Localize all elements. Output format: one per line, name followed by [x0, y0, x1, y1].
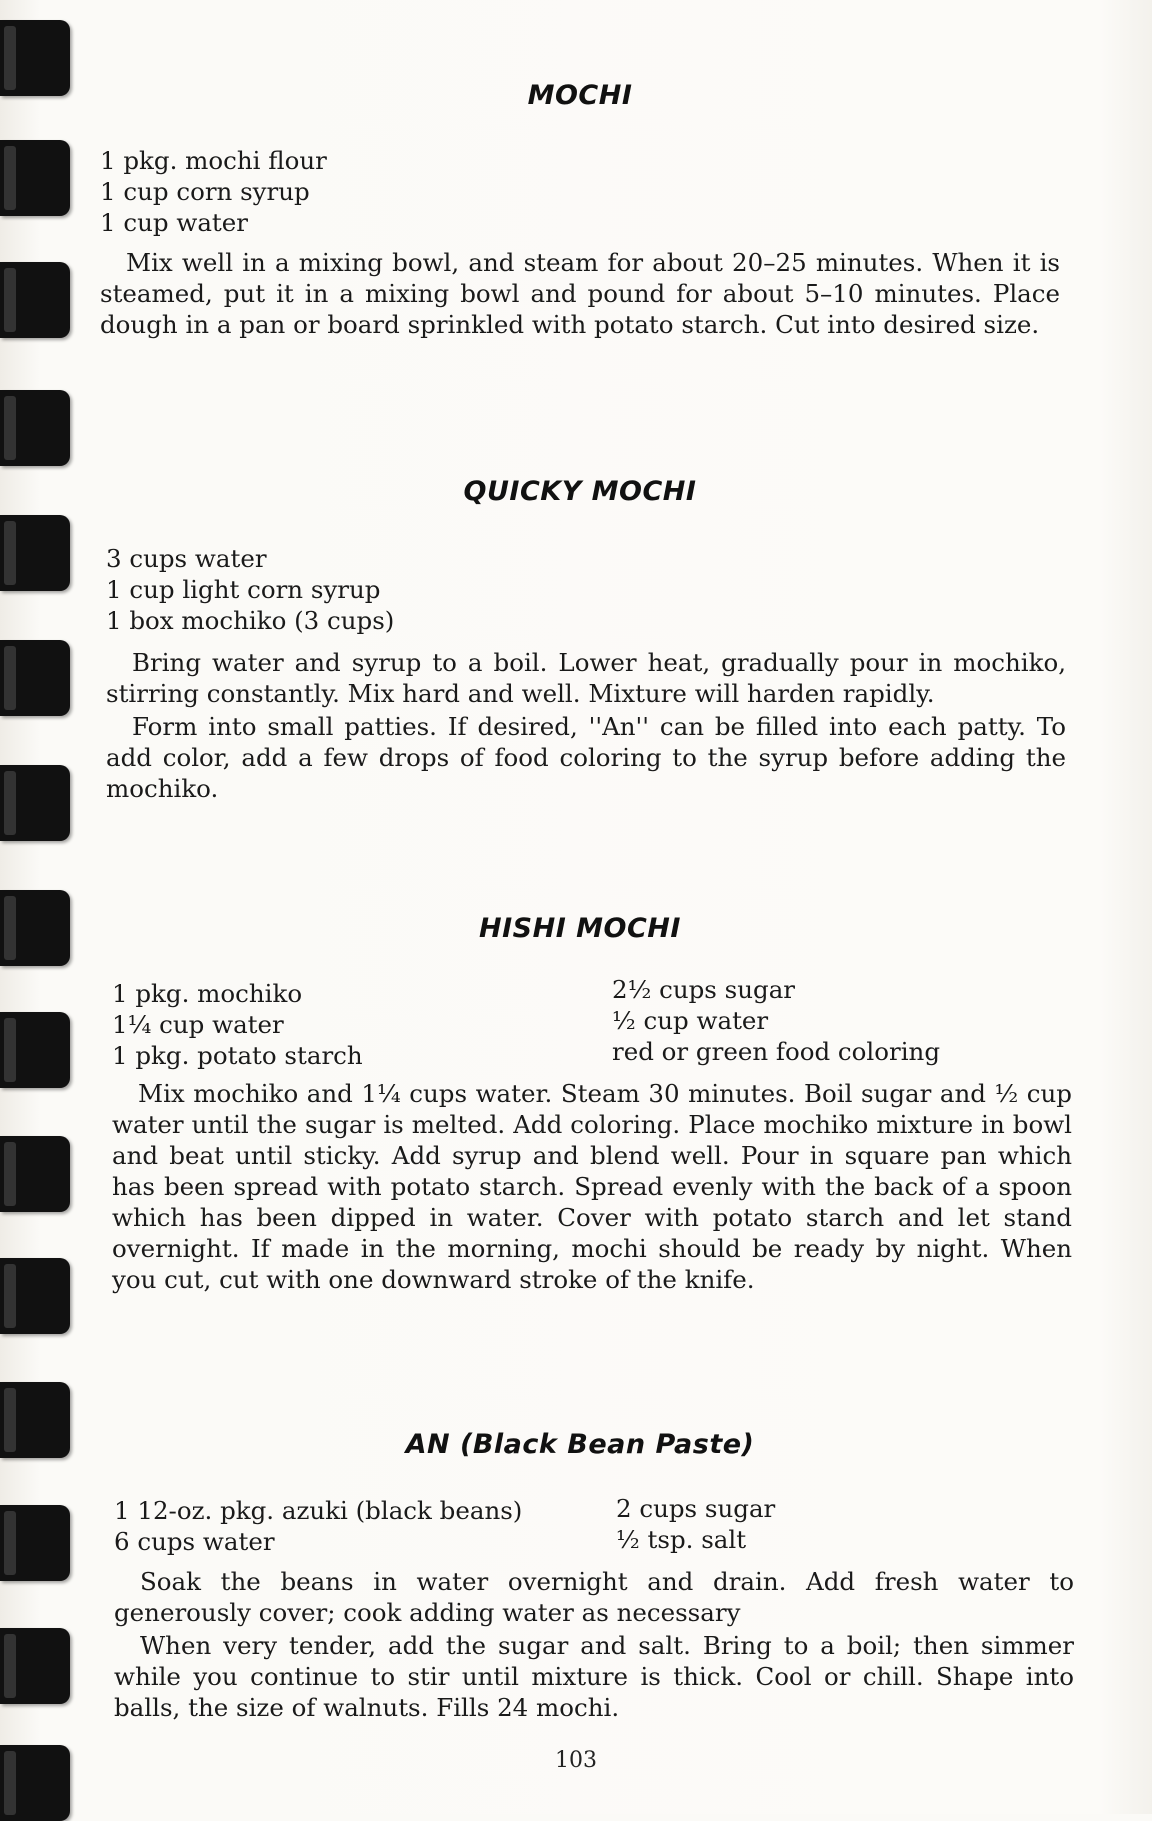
ingredient-item: 1¼ cup water: [112, 1010, 284, 1039]
ingredient-column-left: [100, 145, 327, 238]
ingredient-item: 1 cup corn syrup: [100, 177, 310, 206]
instruction-paragraph: Form into small patties. If desired, ''An'' can be filled into each patty. To add color, add a few drops of food coloring to the syrup before adding the mochiko.: [106, 712, 1066, 803]
page-number: 103: [555, 1748, 597, 1773]
recipe-title: AN (Black Bean Paste): [405, 1429, 755, 1460]
instruction-paragraph: Mix well in a mixing bowl, and steam for about 20–25 minutes. When it is steamed, put it in a mixing bowl and pound for about 5–10 minutes. Place dough in a pan or board sprinkled with potato starch. Cut into desired size.: [100, 248, 1060, 339]
binding-ring: [0, 20, 70, 96]
instruction-paragraph: Soak the beans in water overnight and drain. Add fresh water to generously cover; cook adding water as necessary: [114, 1567, 1074, 1627]
ingredient-item: 1 12-oz. pkg. azuki (black beans): [114, 1496, 523, 1525]
ingredient-item: 1 box mochiko (3 cups): [106, 606, 395, 635]
ingredient-item: 3 cups water: [106, 544, 267, 573]
binding-ring: [0, 390, 70, 466]
ingredient-item: 1 pkg. mochiko: [112, 979, 303, 1008]
binding-ring: [0, 1505, 70, 1581]
binding-ring: [0, 1258, 70, 1334]
ingredient-item: 1 cup light corn syrup: [106, 575, 381, 604]
binding-ring: [0, 1136, 70, 1212]
ingredient-column-right: [612, 974, 940, 1067]
ingredient-item: 2 cups sugar: [616, 1494, 776, 1523]
instructions: [114, 1566, 1074, 1725]
binding-ring: [0, 765, 70, 841]
ingredient-item: 1 pkg. potato starch: [112, 1041, 363, 1070]
ingredient-item: ½ cup water: [612, 1006, 769, 1035]
binding-ring: [0, 890, 70, 966]
recipe-title: MOCHI: [527, 80, 633, 111]
recipe-title: QUICKY MOCHI: [463, 476, 697, 507]
ingredient-item: 2½ cups sugar: [612, 975, 796, 1004]
instructions: [106, 647, 1066, 806]
ingredient-item: 1 pkg. mochi flour: [100, 146, 327, 175]
binding-ring: [0, 515, 70, 591]
instruction-paragraph: Mix mochiko and 1¼ cups water. Steam 30 minutes. Boil sugar and ½ cup water until the sugar is melted. Add coloring. Place mochiko mixture in bowl and beat until sticky. Add syrup and blend well. Pour in square pan which has been spread with potato starch. Spread evenly with the back of a spoon which has been dipped in water. Cover with potato starch and let stand overnight. If made in the morning, mochi should be ready by night. When you cut, cut with one downward stroke of the knife.: [112, 1079, 1072, 1294]
spiral-binding: [0, 0, 80, 1814]
recipe-title: HISHI MOCHI: [479, 913, 681, 944]
ingredient-item: 6 cups water: [114, 1527, 275, 1556]
binding-ring: [0, 1628, 70, 1704]
binding-ring: [0, 1012, 70, 1088]
ingredient-column-right: [616, 1493, 775, 1555]
ingredient-column-left: [112, 978, 363, 1071]
binding-ring: [0, 140, 70, 216]
ingredient-item: ½ tsp. salt: [616, 1525, 747, 1554]
instructions: [112, 1078, 1072, 1297]
binding-ring: [0, 640, 70, 716]
instruction-paragraph: When very tender, add the sugar and salt. Bring to a boil; then simmer while you continue to stir until mixture is thick. Cool or chill. Shape into balls, the size of walnuts. Fills 24 mochi.: [114, 1631, 1074, 1722]
ingredient-column-left: [106, 543, 394, 636]
instruction-paragraph: Bring water and syrup to a boil. Lower heat, gradually pour in mochiko, stirring constantly. Mix hard and well. Mixture will harden rapidly.: [106, 648, 1066, 708]
binding-ring: [0, 262, 70, 338]
binding-ring: [0, 1382, 70, 1458]
ingredient-item: red or green food coloring: [612, 1037, 940, 1066]
instructions: [100, 247, 1060, 342]
ingredient-column-left: [114, 1495, 522, 1557]
ingredient-item: 1 cup water: [100, 208, 248, 237]
